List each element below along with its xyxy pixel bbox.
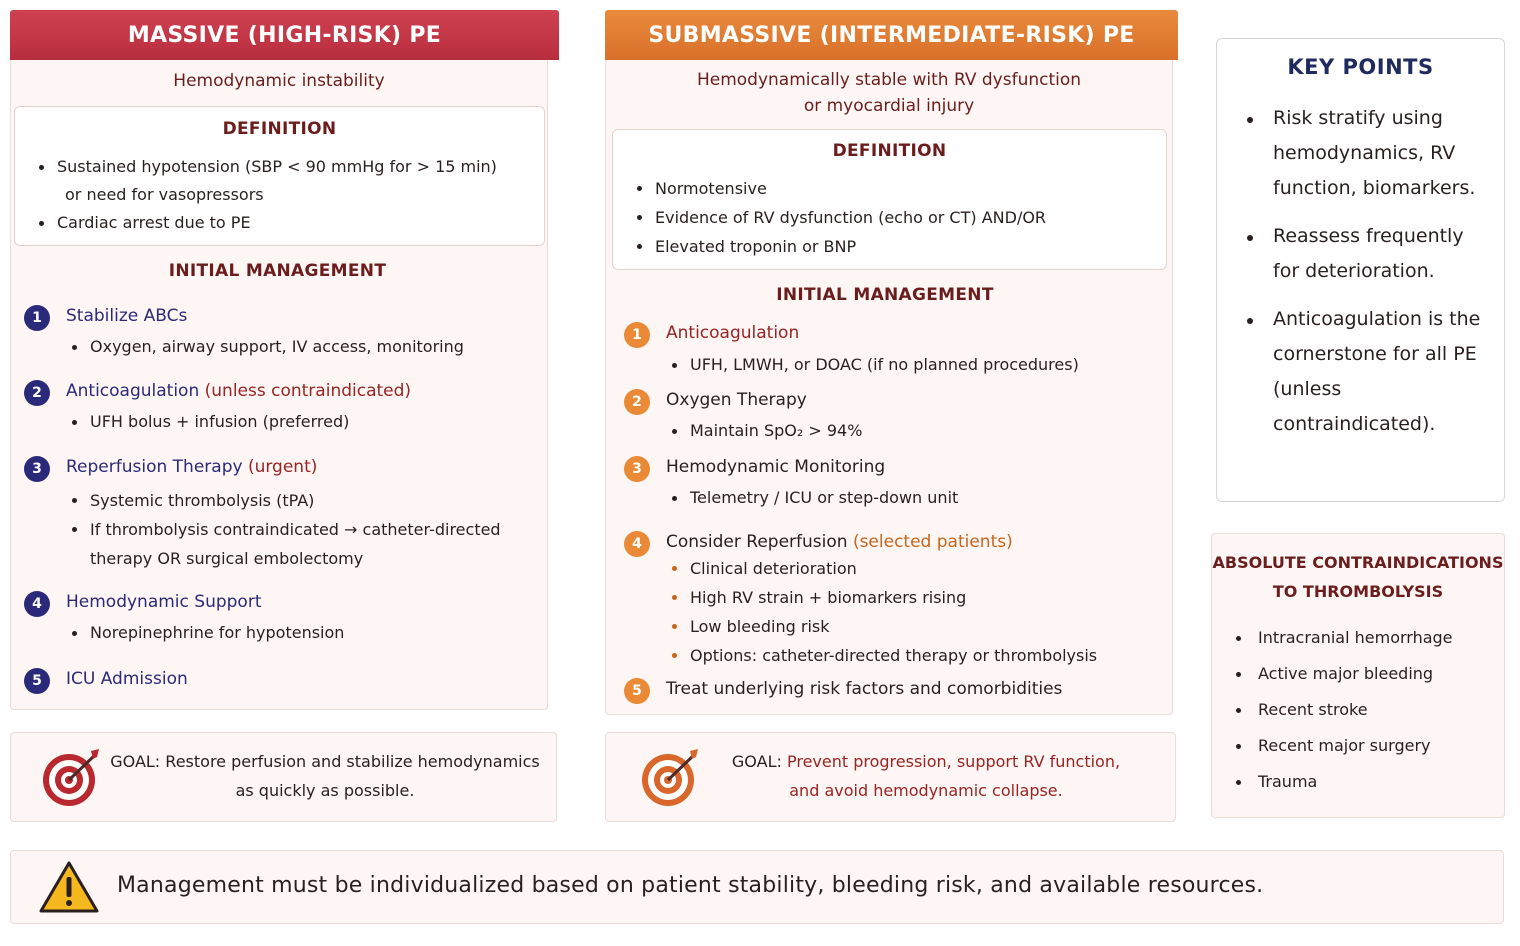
bottom-note-box [10,850,1504,924]
step-title: Consider Reperfusion (selected patients) [666,532,1013,552]
key-point-item: Anticoagulation is the cornerstone for all PE (unless contraindicated). [1241,302,1491,442]
contraindication-item: Recent major surgery [1230,728,1453,764]
step-title: Stabilize ABCs [66,306,188,326]
warning-icon [38,860,100,914]
bottom-note-text: Management must be individualized based on patient stability, bleeding risk, and available resources. [117,873,1264,898]
step-number: 1 [24,305,50,331]
step-bullet: Options: catheter-directed therapy or thrombolysis [666,641,1097,670]
goal-text-cont: as quickly as possible. [235,781,415,800]
massive-subtitle: Hemodynamic instability [173,71,385,91]
massive-definition-item-cont: or need for vasopressors [65,185,264,204]
step-title: Reperfusion Therapy (urgent) [66,457,318,477]
step-bullet: High RV strain + biomarkers rising [666,583,1097,612]
submassive-definition-item: Normotensive [631,174,1046,203]
submassive-goal-box [605,732,1176,822]
step-bullet: Telemetry / ICU or step-down unit [666,484,958,512]
target-icon [41,747,103,809]
step-bullet: Systemic thrombolysis (tPA) [66,486,501,515]
step-qualifier: (unless contraindicated) [204,381,412,401]
step-bullet: UFH bolus + infusion (preferred) [66,408,349,436]
step-bullet: Norepinephrine for hypotension [66,619,344,647]
contraindication-item: Intracranial hemorrhage [1230,620,1453,656]
step-number: 5 [624,678,650,704]
contraindication-item: Active major bleeding [1230,656,1453,692]
key-point-item: Reassess frequently for deterioration. [1241,219,1491,289]
step-number: 5 [24,668,50,694]
step-title: Hemodynamic Monitoring [666,457,886,477]
key-points-box [1216,38,1505,502]
goal-label: GOAL: [110,752,161,771]
goal-text-cont: and avoid hemodynamic collapse. [789,781,1063,800]
contraindication-item: Trauma [1230,764,1453,800]
step-number: 2 [624,389,650,415]
submassive-subtitle: Hemodynamically stable with RV dysfunction or myocardial injury [696,70,1082,116]
key-point-item: Risk stratify using hemodynamics, RV function, biomarkers. [1241,101,1491,206]
massive-goal-text: GOAL: Restore perfusion and stabilize hemodynamics as quickly as possible. [107,747,543,805]
massive-goal-box [10,732,557,822]
massive-definition-item: Sustained hypotension (SBP < 90 mmHg for > 15 min) [33,153,497,181]
step-bullet: Clinical deterioration [666,554,1097,583]
step-title: Hemodynamic Support [66,592,262,612]
step-qualifier: (urgent) [247,457,318,477]
goal-label: GOAL: [731,752,782,771]
step-bullet: If thrombolysis contraindicated → catheter-directed [66,515,501,544]
step-title: Oxygen Therapy [666,390,807,410]
massive-management-title: INITIAL MANAGEMENT [168,261,387,281]
massive-definition-item: Cardiac arrest due to PE [33,209,497,237]
contraindications-title: ABSOLUTE CONTRAINDICATIONS TO THROMBOLYSIS [1212,553,1504,601]
step-number: 2 [24,380,50,406]
step-bullet-cont: therapy OR surgical embolectomy [90,549,364,568]
massive-definition-box [14,106,545,246]
step-title: Anticoagulation [666,323,800,343]
key-points-title: KEY POINTS [1287,55,1434,79]
step-number: 4 [24,591,50,617]
submassive-definition-box [612,129,1167,270]
submassive-definition-title: DEFINITION [832,141,947,161]
step-bullet: Low bleeding risk [666,612,1097,641]
contraindication-item: Recent stroke [1230,692,1453,728]
submassive-goal-text: GOAL: Prevent progression, support RV function, and avoid hemodynamic collapse. [706,747,1146,805]
contraindications-box [1211,533,1505,818]
step-qualifier: (selected patients) [852,532,1013,552]
step-bullet: UFH, LMWH, or DOAC (if no planned procedures) [666,351,1079,379]
step-number: 3 [24,456,50,482]
step-bullet: Oxygen, airway support, IV access, monitoring [66,333,464,361]
step-number: 4 [624,531,650,557]
step-title: Treat underlying risk factors and comorbidities [666,679,1063,699]
step-title: Anticoagulation (unless contraindicated) [66,381,412,401]
massive-definition-title: DEFINITION [222,119,337,139]
submassive-definition-item: Elevated troponin or BNP [631,232,1046,261]
submassive-definition-item: Evidence of RV dysfunction (echo or CT) AND/OR [631,203,1046,232]
step-bullet: Maintain SpO₂ > 94% [666,417,862,445]
step-title: ICU Admission [66,669,188,689]
step-number: 3 [624,456,650,482]
submassive-management-title: INITIAL MANAGEMENT [776,285,994,305]
submassive-header: SUBMASSIVE (INTERMEDIATE-RISK) PE [605,10,1178,60]
step-number: 1 [624,322,650,348]
target-icon [640,747,702,809]
massive-header: MASSIVE (HIGH-RISK) PE [10,10,559,60]
